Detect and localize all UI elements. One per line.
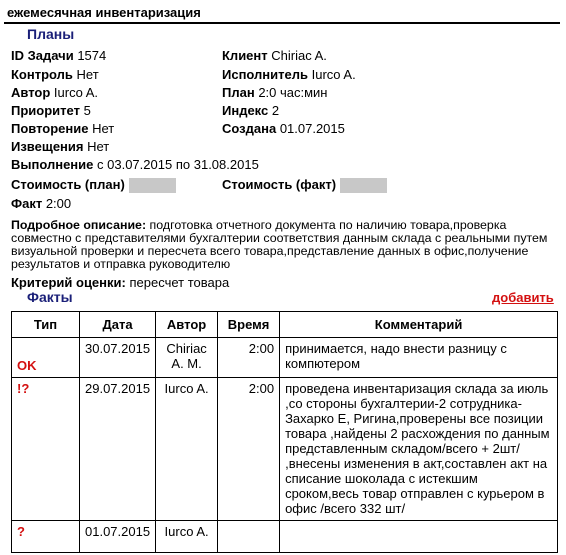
created-value: 01.07.2015 <box>279 121 345 136</box>
column-header-author: Автор <box>156 312 218 338</box>
task-id-value: 1574 <box>77 48 107 63</box>
index-field <box>222 103 279 118</box>
table-row[interactable] <box>12 521 558 553</box>
executor-value: Iurco A. <box>311 67 356 82</box>
fact-time <box>218 521 280 553</box>
plan-label: План <box>222 85 255 100</box>
fact-date: 30.07.2015 <box>80 338 156 378</box>
fact-date: 29.07.2015 <box>80 378 156 521</box>
column-header-comment: Комментарий <box>280 312 558 338</box>
cost-fact-redacted <box>340 178 387 193</box>
execution-field <box>11 157 259 172</box>
fact-author: Chiriac A. M. <box>156 338 218 378</box>
execution-to-label: по <box>175 157 191 172</box>
table-row[interactable] <box>12 338 558 378</box>
index-value: 2 <box>271 103 280 118</box>
cost-plan-redacted <box>129 178 176 193</box>
author-field <box>11 85 98 100</box>
author-value: Iurco A. <box>53 85 98 100</box>
criteria-label: Критерий оценки <box>11 275 122 290</box>
created-label: Создана <box>222 121 277 136</box>
column-header-type: Тип <box>12 312 80 338</box>
client-label: Клиент <box>222 48 268 63</box>
fact-author: Iurco A. <box>156 521 218 553</box>
control-field <box>11 67 99 82</box>
window-title: ежемесячная инвентаризация <box>7 5 201 20</box>
fact-value: 2:00 <box>45 196 72 211</box>
fact-date: 01.07.2015 <box>80 521 156 553</box>
criteria-value: пересчет товара <box>129 275 230 290</box>
fact-author: Iurco A. <box>156 378 218 521</box>
fact-field <box>11 196 71 211</box>
control-value: Нет <box>76 67 99 82</box>
add-fact-link[interactable]: добавить <box>492 290 554 305</box>
executor-label: Исполнитель <box>222 67 308 82</box>
facts-heading: Факты <box>27 289 73 305</box>
criteria-field: Критерий оценки: пересчет товара <box>11 275 230 290</box>
fact-time: 2:00 <box>218 338 280 378</box>
plan-field <box>222 85 328 100</box>
fact-type-status: ? <box>12 521 80 553</box>
fact-time: 2:00 <box>218 378 280 521</box>
column-header-date: Дата <box>80 312 156 338</box>
task-id-label: ID Задачи <box>11 48 74 63</box>
cost-plan-label: Стоимость (план) <box>11 177 125 192</box>
fact-label: Факт <box>11 196 43 211</box>
execution-from: 03.07.2015 <box>107 157 173 172</box>
column-header-time: Время <box>218 312 280 338</box>
title-bar <box>4 2 560 24</box>
control-label: Контроль <box>11 67 73 82</box>
priority-field <box>11 103 91 118</box>
fact-type-status: !? <box>12 378 80 521</box>
repeat-value: Нет <box>92 121 115 136</box>
description-label: Подробное описание <box>11 218 142 232</box>
client-field <box>222 48 327 63</box>
execution-from-label: с <box>97 157 104 172</box>
created-field <box>222 121 345 136</box>
execution-to: 31.08.2015 <box>193 157 259 172</box>
plans-heading: Планы <box>27 26 75 42</box>
notifications-label: Извещения <box>11 139 84 154</box>
client-value: Chiriac A. <box>271 48 327 63</box>
fact-comment <box>280 521 558 553</box>
description-value: подготовка отчетного документа по наличию товара,проверка совместно с представителями бухгалтерии соответствия данным склада с реальными путем визуальной проверки и пересчета всего товара,представление данных в офис,получение результатов и отправка руководителю <box>11 218 548 271</box>
index-label: Индекс <box>222 103 269 118</box>
fact-comment: проведена инвентаризация склада за июль ,со стороны бухгалтерии-2 сотрудника-Захарко Е, Ригина,проверены все позиции товара ,найдены 2 расхождения по данным представленным складом/всего + 2шт/ ,внесены изменения в акт,составлен акт на списание шоколада с истекшим сроком,весь товар отправлен с курьером в офис /всего 332 шт/ <box>280 378 558 521</box>
plan-value: 2:0 час:мин <box>258 85 328 100</box>
repeat-label: Повторение <box>11 121 89 136</box>
priority-label: Приоритет <box>11 103 80 118</box>
facts-header-row <box>12 312 558 338</box>
notifications-value: Нет <box>87 139 110 154</box>
cost-plan-field <box>11 177 176 193</box>
description-field: Подробное описание: подготовка отчетного документа по наличию товара,проверка совместно с представителями бухгалтерии соответствия данным склада с реальными путем визуальной проверки и пересчета всего товара,представление данных в офис,получение результатов и отправка руководителю <box>11 218 548 271</box>
cost-fact-field <box>222 177 387 193</box>
executor-field <box>222 67 356 82</box>
priority-value: 5 <box>83 103 91 118</box>
facts-table <box>11 311 558 553</box>
execution-label: Выполнение <box>11 157 94 172</box>
cost-fact-label: Стоимость (факт) <box>222 177 337 192</box>
fact-type-status: OK <box>12 338 80 378</box>
author-label: Автор <box>11 85 51 100</box>
fact-comment: принимается, надо внести разницу с компютером <box>280 338 558 378</box>
notifications-field <box>11 139 109 154</box>
repeat-field <box>11 121 114 136</box>
task-id-field <box>11 48 106 63</box>
table-row[interactable] <box>12 378 558 521</box>
